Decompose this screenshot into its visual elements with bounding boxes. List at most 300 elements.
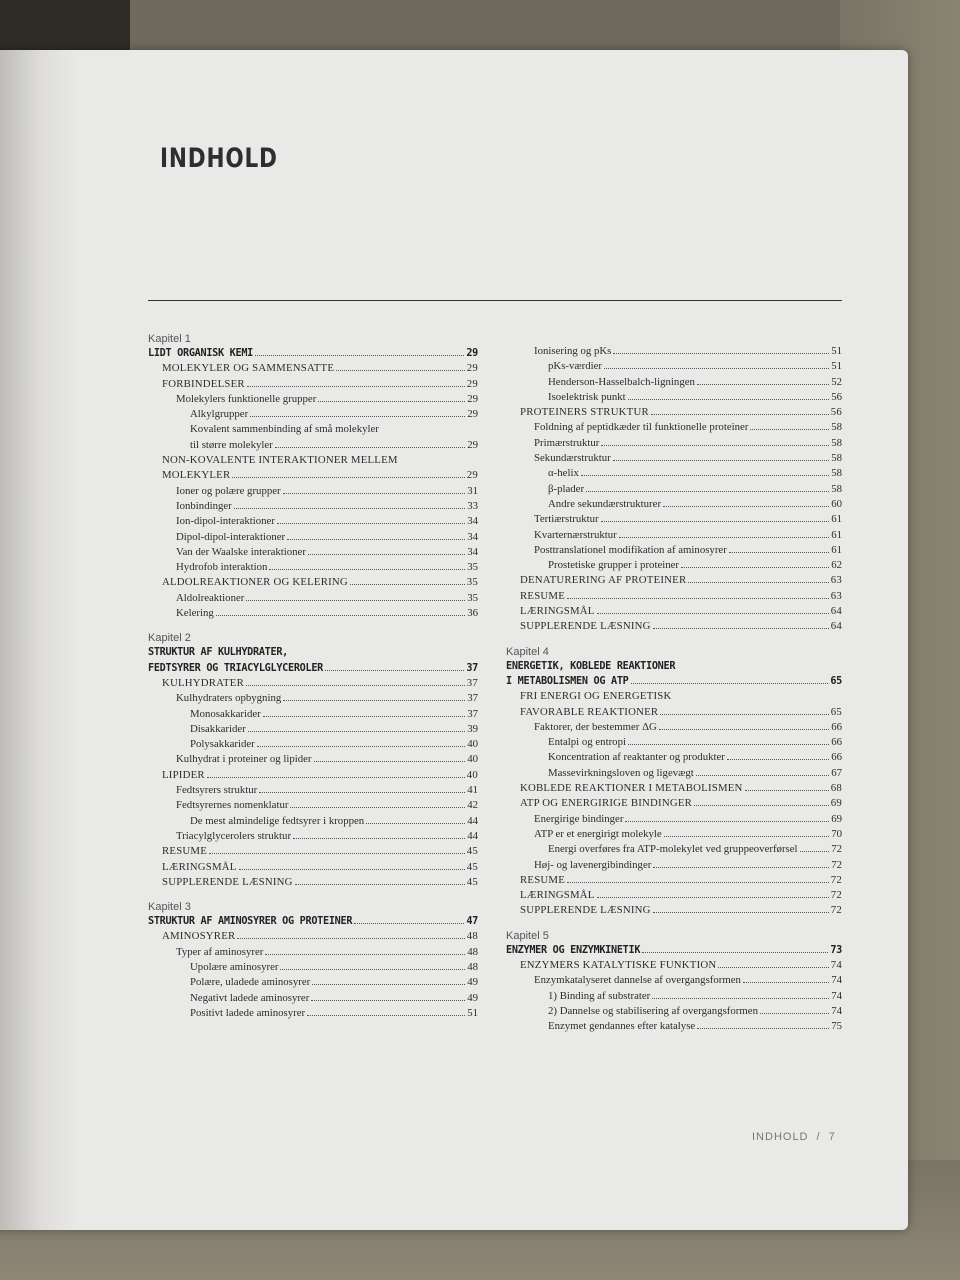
entry-page-number: 29 bbox=[467, 438, 478, 451]
toc-entry bbox=[148, 752, 478, 767]
entry-text: LIDT ORGANISK KEMI bbox=[148, 348, 254, 359]
entry-page-number: 31 bbox=[467, 484, 478, 497]
entry-page-number: 34 bbox=[467, 515, 478, 528]
entry-page-number: 34 bbox=[467, 545, 478, 558]
dot-leader bbox=[314, 761, 466, 762]
chapter-3-label: Kapitel 3 bbox=[148, 901, 191, 914]
entry-page-number: 72 bbox=[830, 904, 842, 917]
dot-leader bbox=[336, 370, 465, 371]
entry-text: KULHYDRATER bbox=[162, 676, 244, 689]
dot-leader bbox=[248, 731, 465, 732]
toc-entry bbox=[506, 436, 842, 451]
entry-text: Alkylgrupper bbox=[190, 408, 249, 421]
entry-text: Høj- og lavenergibindinger bbox=[534, 858, 652, 871]
toc-entry: NON-KOVALENTE INTERAKTIONER MELLEM bbox=[162, 454, 398, 467]
entry-page-number: 29 bbox=[466, 362, 478, 375]
dot-leader bbox=[283, 493, 466, 494]
dot-leader bbox=[586, 491, 829, 492]
entry-page-number: 61 bbox=[831, 543, 842, 556]
entry-page-number: 56 bbox=[830, 406, 842, 419]
toc-entry bbox=[148, 530, 478, 545]
chapter-1-title bbox=[148, 346, 478, 361]
chapter-4-title-line1: ENERGETIK, KOBLEDE REAKTIONER bbox=[506, 660, 676, 672]
toc-entry bbox=[506, 989, 842, 1004]
toc-entry bbox=[506, 812, 842, 827]
dot-leader bbox=[653, 628, 829, 629]
entry-page-number: 72 bbox=[830, 889, 842, 902]
entry-text: Foldning af peptidkæder til funktionelle proteiner bbox=[534, 421, 749, 434]
toc-right-column bbox=[506, 344, 842, 1034]
entry-text: Entalpi og entropi bbox=[548, 736, 626, 749]
toc-entry: Kovalent sammenbinding af små molekyler bbox=[190, 423, 379, 436]
dot-leader bbox=[311, 1000, 465, 1001]
dot-leader bbox=[653, 912, 829, 913]
entry-page-number: 58 bbox=[831, 482, 842, 495]
dot-leader bbox=[308, 554, 465, 555]
entry-text: Van der Waalske interaktioner bbox=[176, 545, 306, 558]
dot-leader bbox=[234, 508, 465, 509]
toc-entry bbox=[506, 573, 842, 588]
entry-page-number: 68 bbox=[830, 782, 842, 795]
dot-leader bbox=[325, 670, 464, 671]
entry-page-number: 58 bbox=[831, 467, 842, 480]
dot-leader bbox=[318, 401, 465, 402]
dot-leader bbox=[567, 882, 829, 883]
entry-page-number: 74 bbox=[831, 974, 842, 987]
dot-leader bbox=[681, 567, 829, 568]
entry-text: PROTEINERS STRUKTUR bbox=[520, 406, 649, 419]
toc-entry bbox=[148, 575, 478, 590]
dot-leader bbox=[688, 582, 828, 583]
dot-leader bbox=[628, 744, 829, 745]
toc-entry bbox=[148, 468, 478, 483]
toc-entry bbox=[506, 528, 842, 543]
entry-text: DENATURERING AF PROTEINER bbox=[520, 574, 687, 587]
toc-entry bbox=[506, 873, 842, 888]
dot-leader bbox=[250, 416, 465, 417]
entry-page-number: 73 bbox=[830, 944, 842, 956]
entry-text: Faktorer, der bestemmer ΔG bbox=[534, 720, 657, 733]
entry-text: Fedtsyrernes nomenklatur bbox=[176, 799, 289, 812]
entry-text: RESUME bbox=[162, 845, 207, 858]
entry-text: Massevirkningsloven og ligevægt bbox=[548, 766, 694, 779]
entry-page-number: 40 bbox=[466, 768, 478, 781]
toc-entry bbox=[148, 814, 478, 829]
entry-page-number: 66 bbox=[831, 736, 842, 749]
entry-text: Energirige bindinger bbox=[534, 812, 624, 825]
entry-page-number: 40 bbox=[467, 753, 478, 766]
entry-page-number: 34 bbox=[467, 530, 478, 543]
entry-text: SUPPLERENDE LÆSNING bbox=[162, 875, 293, 888]
entry-text: Posttranslationel modifikation af aminosyrer bbox=[534, 543, 727, 556]
toc-entry bbox=[148, 676, 478, 691]
toc-entry bbox=[506, 604, 842, 619]
page-gutter-curve bbox=[0, 50, 80, 1230]
entry-text: Molekylers funktionelle grupper bbox=[176, 392, 317, 405]
entry-text: Triacylglycerolers struktur bbox=[176, 829, 292, 842]
entry-text: 1) Binding af substrater bbox=[548, 989, 651, 1002]
dot-leader bbox=[312, 984, 465, 985]
toc-entry bbox=[506, 827, 842, 842]
entry-text: ATP OG ENERGIRIGE BINDINGER bbox=[520, 797, 693, 810]
chapter-5-title bbox=[506, 943, 842, 958]
toc-entry bbox=[148, 361, 478, 376]
dot-leader bbox=[246, 685, 465, 686]
entry-text: Ionisering og pKs bbox=[534, 345, 612, 357]
footer-separator: / bbox=[816, 1131, 821, 1143]
toc-entry bbox=[506, 619, 842, 634]
entry-page-number: 37 bbox=[467, 707, 478, 720]
entry-text: Kulhydrat i proteiner og lipider bbox=[176, 753, 312, 766]
entry-text: Polære, uladede aminosyrer bbox=[190, 976, 311, 989]
chapter-2-label: Kapitel 2 bbox=[148, 632, 191, 645]
entry-page-number: 37 bbox=[466, 662, 478, 674]
dot-leader bbox=[750, 429, 829, 430]
entry-page-number: 52 bbox=[831, 375, 842, 388]
toc-entry bbox=[148, 1006, 478, 1021]
entry-page-number: 63 bbox=[830, 589, 842, 602]
dot-leader bbox=[697, 1028, 829, 1029]
entry-text: Monosakkarider bbox=[190, 707, 261, 720]
toc-entry bbox=[506, 497, 842, 512]
entry-page-number: 41 bbox=[467, 784, 478, 797]
toc-entry bbox=[148, 829, 478, 844]
dot-leader bbox=[628, 399, 830, 400]
dot-leader bbox=[745, 790, 829, 791]
entry-page-number: 42 bbox=[467, 799, 478, 812]
toc-entry bbox=[148, 484, 478, 499]
dot-leader bbox=[269, 569, 465, 570]
entry-page-number: 74 bbox=[830, 958, 842, 971]
entry-page-number: 72 bbox=[831, 843, 842, 856]
entry-page-number: 56 bbox=[831, 390, 842, 403]
chapter-1-label: Kapitel 1 bbox=[148, 333, 191, 345]
dot-leader bbox=[597, 613, 829, 614]
dot-leader bbox=[800, 851, 830, 852]
entry-text: β-plader bbox=[548, 482, 585, 495]
entry-page-number: 37 bbox=[467, 692, 478, 705]
entry-page-number: 64 bbox=[830, 605, 842, 618]
entry-text: SUPPLERENDE LÆSNING bbox=[520, 620, 651, 633]
dot-leader bbox=[613, 353, 829, 354]
chapter-5-label: Kapitel 5 bbox=[506, 929, 549, 942]
dot-leader bbox=[727, 759, 829, 760]
dot-leader bbox=[760, 1013, 829, 1014]
entry-page-number: 70 bbox=[831, 827, 842, 840]
chapter-2-title-line2 bbox=[148, 661, 478, 676]
entry-page-number: 69 bbox=[831, 812, 842, 825]
entry-text: ENZYMERS KATALYTISKE FUNKTION bbox=[520, 958, 717, 971]
toc-entry bbox=[148, 975, 478, 990]
entry-text: Upolære aminosyrer bbox=[190, 960, 279, 973]
dot-leader bbox=[601, 521, 830, 522]
toc-entry bbox=[506, 558, 842, 573]
toc-entry: FRI ENERGI OG ENERGETISK bbox=[520, 690, 672, 703]
dot-leader bbox=[604, 368, 829, 369]
entry-page-number: 51 bbox=[467, 1006, 478, 1019]
entry-text: FEDTSYRER OG TRIACYLGLYCEROLER bbox=[148, 662, 324, 674]
toc-entry bbox=[506, 705, 842, 720]
toc-entry bbox=[148, 560, 478, 575]
chapter-2-title-line1: STRUKTUR AF KULHYDRATER, bbox=[148, 647, 289, 659]
toc-entry bbox=[148, 392, 478, 407]
toc-entry bbox=[506, 589, 842, 604]
entry-text: Ion-dipol-interaktioner bbox=[176, 515, 275, 528]
header-rule bbox=[148, 300, 842, 301]
entry-page-number: 29 bbox=[466, 469, 478, 482]
entry-page-number: 45 bbox=[466, 860, 478, 873]
entry-page-number: 44 bbox=[467, 829, 478, 842]
entry-text: Koncentration af reaktanter og produkter bbox=[548, 751, 725, 764]
dot-leader bbox=[696, 775, 829, 776]
entry-page-number: 66 bbox=[831, 720, 842, 733]
entry-text: MOLEKYLER OG SAMMENSATTE bbox=[162, 362, 335, 375]
entry-text: Kvarternærstruktur bbox=[534, 528, 617, 541]
toc-entry bbox=[148, 407, 478, 422]
entry-page-number: 49 bbox=[467, 991, 478, 1004]
entry-page-number: 75 bbox=[831, 1020, 842, 1033]
entry-text: Kulhydraters opbygning bbox=[176, 692, 282, 705]
toc-entry bbox=[506, 1019, 842, 1034]
entry-text: LÆRINGSMÅL bbox=[520, 605, 595, 618]
toc-entry bbox=[506, 543, 842, 558]
toc-entry bbox=[506, 888, 842, 903]
entry-page-number: 48 bbox=[467, 945, 478, 958]
dot-leader bbox=[280, 969, 465, 970]
dot-leader bbox=[263, 716, 465, 717]
entry-text: 2) Dannelse og stabilisering af overgangsformen bbox=[548, 1004, 758, 1017]
dot-leader bbox=[283, 700, 465, 701]
entry-page-number: 65 bbox=[830, 705, 842, 718]
dot-leader bbox=[718, 967, 828, 968]
entry-text: Dipol-dipol-interaktioner bbox=[176, 530, 286, 543]
entry-text: Hydrofob interaktion bbox=[176, 561, 268, 574]
toc-entry bbox=[148, 783, 478, 798]
entry-page-number: 39 bbox=[467, 722, 478, 735]
toc-entry bbox=[506, 1004, 842, 1019]
entry-text: RESUME bbox=[520, 873, 565, 886]
entry-page-number: 60 bbox=[831, 497, 842, 510]
toc-entry bbox=[148, 377, 478, 392]
dot-leader bbox=[275, 447, 465, 448]
entry-page-number: 58 bbox=[831, 452, 842, 465]
dot-leader bbox=[290, 807, 465, 808]
toc-entry bbox=[506, 781, 842, 796]
page-footer bbox=[752, 1131, 836, 1143]
entry-text: ATP er et energirigt molekyle bbox=[534, 827, 662, 840]
entry-page-number: 48 bbox=[467, 960, 478, 973]
dot-leader bbox=[581, 475, 829, 476]
entry-page-number: 61 bbox=[831, 513, 842, 526]
entry-text: Negativt ladede aminosyrer bbox=[190, 991, 310, 1004]
dot-leader bbox=[366, 823, 465, 824]
dot-leader bbox=[613, 460, 829, 461]
toc-entry bbox=[506, 420, 842, 435]
dot-leader bbox=[567, 598, 829, 599]
toc-entry bbox=[506, 796, 842, 811]
dot-leader bbox=[237, 938, 464, 939]
dot-leader bbox=[664, 836, 829, 837]
entry-page-number: 45 bbox=[466, 845, 478, 858]
dot-leader bbox=[246, 600, 465, 601]
entry-text: til større molekyler bbox=[190, 438, 273, 451]
toc-entry bbox=[148, 691, 478, 706]
dot-leader bbox=[232, 477, 464, 478]
toc-entry bbox=[148, 875, 478, 890]
dot-leader bbox=[277, 523, 465, 524]
entry-page-number: 63 bbox=[830, 574, 842, 587]
toc-entry bbox=[148, 798, 478, 813]
entry-text: LÆRINGSMÅL bbox=[162, 860, 237, 873]
dot-leader bbox=[659, 729, 829, 730]
toc-entry bbox=[148, 591, 478, 606]
entry-text: Aldolreaktioner bbox=[176, 591, 245, 604]
dot-leader bbox=[653, 867, 829, 868]
toc-entry bbox=[506, 842, 842, 857]
dot-leader bbox=[625, 821, 829, 822]
entry-page-number: 33 bbox=[467, 499, 478, 512]
toc-entry bbox=[148, 499, 478, 514]
entry-text: RESUME bbox=[520, 589, 565, 602]
toc-entry bbox=[148, 737, 478, 752]
footer-section: INDHOLD bbox=[752, 1131, 809, 1143]
entry-page-number: 49 bbox=[467, 976, 478, 989]
toc-entry bbox=[148, 960, 478, 975]
toc-entry bbox=[148, 929, 478, 944]
dot-leader bbox=[631, 683, 829, 684]
entry-page-number: 44 bbox=[467, 814, 478, 827]
chapter-4-title-line2 bbox=[506, 674, 842, 689]
toc-entry bbox=[506, 720, 842, 735]
dot-leader bbox=[209, 853, 465, 854]
entry-page-number: 66 bbox=[831, 751, 842, 764]
entry-page-number: 40 bbox=[467, 738, 478, 751]
entry-page-number: 69 bbox=[830, 797, 842, 810]
entry-page-number: 51 bbox=[831, 345, 842, 357]
entry-page-number: 64 bbox=[830, 620, 842, 633]
entry-text: Isoelektrisk punkt bbox=[548, 390, 626, 403]
entry-page-number: 51 bbox=[831, 360, 842, 373]
toc-entry bbox=[148, 945, 478, 960]
entry-page-number: 45 bbox=[466, 875, 478, 888]
chapter-3-title bbox=[148, 914, 478, 929]
dot-leader bbox=[293, 838, 465, 839]
toc-entry bbox=[506, 390, 842, 405]
entry-page-number: 29 bbox=[466, 348, 478, 359]
entry-page-number: 62 bbox=[831, 559, 842, 572]
dot-leader bbox=[652, 998, 829, 999]
entry-text: Henderson-Hasselbalch-ligningen bbox=[548, 375, 695, 388]
entry-page-number: 35 bbox=[467, 561, 478, 574]
entry-text: Disakkarider bbox=[190, 722, 246, 735]
entry-text: LIPIDER bbox=[162, 768, 205, 781]
toc-entry bbox=[148, 991, 478, 1006]
entry-text: SUPPLERENDE LÆSNING bbox=[520, 904, 651, 917]
toc-entry bbox=[506, 512, 842, 527]
dot-leader bbox=[207, 777, 465, 778]
dot-leader bbox=[257, 746, 465, 747]
entry-page-number: 35 bbox=[467, 591, 478, 604]
entry-page-number: 47 bbox=[466, 916, 478, 928]
entry-text: Ioner og polære grupper bbox=[176, 484, 281, 497]
dot-leader bbox=[601, 445, 829, 446]
entry-page-number: 29 bbox=[467, 408, 478, 421]
dot-leader bbox=[642, 952, 828, 953]
toc-entry bbox=[506, 451, 842, 466]
entry-text: STRUKTUR AF AMINOSYRER OG PROTEINER bbox=[148, 916, 353, 928]
entry-text: LÆRINGSMÅL bbox=[520, 889, 595, 902]
entry-page-number: 61 bbox=[831, 528, 842, 541]
toc-entry bbox=[506, 359, 842, 374]
entry-text: Enzymkatalyseret dannelse af overgangsformen bbox=[534, 974, 741, 987]
toc-entry bbox=[506, 466, 842, 481]
dot-leader bbox=[247, 386, 465, 387]
toc-entry bbox=[506, 958, 842, 973]
dot-leader bbox=[697, 384, 829, 385]
page-title: INDHOLD bbox=[160, 143, 278, 174]
dot-leader bbox=[259, 792, 465, 793]
toc-entry bbox=[148, 844, 478, 859]
entry-page-number: 36 bbox=[467, 607, 478, 620]
entry-text: α-helix bbox=[548, 467, 579, 480]
entry-page-number: 29 bbox=[466, 377, 478, 390]
entry-page-number: 58 bbox=[831, 421, 842, 434]
entry-text: De mest almindelige fedtsyrer i kroppen bbox=[190, 814, 365, 827]
toc-entry bbox=[506, 735, 842, 750]
entry-text: Typer af aminosyrer bbox=[176, 945, 264, 958]
entry-text: FAVORABLE REAKTIONER bbox=[520, 705, 659, 718]
entry-text: Sekundærstruktur bbox=[534, 452, 611, 465]
entry-page-number: 37 bbox=[466, 676, 478, 689]
entry-text: I METABOLISMEN OG ATP bbox=[506, 675, 629, 687]
toc-entry bbox=[506, 750, 842, 765]
toc-entry bbox=[506, 482, 842, 497]
toc-entry bbox=[148, 707, 478, 722]
dot-leader bbox=[597, 897, 829, 898]
dot-leader bbox=[287, 539, 465, 540]
page-number: 7 bbox=[828, 1131, 836, 1143]
dot-leader bbox=[619, 537, 829, 538]
toc-entry bbox=[506, 405, 842, 420]
dot-leader bbox=[295, 884, 465, 885]
dot-leader bbox=[216, 615, 465, 616]
dot-leader bbox=[354, 923, 464, 924]
entry-text: Ionbindinger bbox=[176, 499, 232, 512]
entry-text: Enzymet gendannes efter katalyse bbox=[548, 1020, 696, 1033]
toc-entry bbox=[506, 858, 842, 873]
entry-text: ENZYMER OG ENZYMKINETIK bbox=[506, 944, 641, 956]
entry-text: ALDOLREAKTIONER OG KELERING bbox=[162, 576, 348, 589]
dot-leader bbox=[660, 714, 829, 715]
toc-entry bbox=[148, 438, 478, 453]
entry-text: MOLEKYLER bbox=[162, 469, 231, 482]
entry-text: Fedtsyrers struktur bbox=[176, 784, 258, 797]
entry-text: AMINOSYRER bbox=[162, 930, 236, 943]
dot-leader bbox=[307, 1015, 465, 1016]
entry-page-number: 74 bbox=[831, 1004, 842, 1017]
toc-entry bbox=[506, 344, 842, 359]
entry-page-number: 35 bbox=[466, 576, 478, 589]
dot-leader bbox=[350, 584, 465, 585]
entry-text: Energi overføres fra ATP-molekylet ved gruppeoverførsel bbox=[548, 843, 798, 856]
toc-left-column bbox=[148, 332, 478, 1021]
entry-page-number: 67 bbox=[831, 766, 842, 779]
entry-page-number: 72 bbox=[830, 873, 842, 886]
entry-text: FORBINDELSER bbox=[162, 377, 245, 390]
entry-page-number: 74 bbox=[831, 989, 842, 1002]
dot-leader bbox=[265, 954, 465, 955]
toc-entry bbox=[506, 973, 842, 988]
